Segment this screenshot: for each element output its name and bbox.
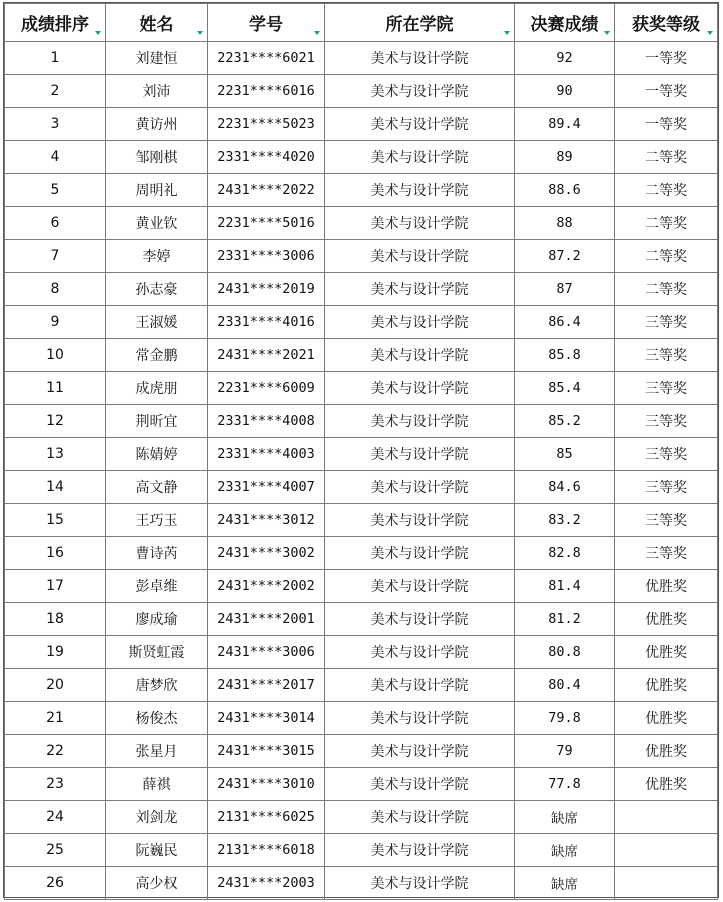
cell-college[interactable]: 美术与设计学院 [325,339,515,372]
cell-college[interactable]: 美术与设计学院 [325,603,515,636]
cell-college[interactable]: 美术与设计学院 [325,669,515,702]
cell-college[interactable]: 美术与设计学院 [325,801,515,834]
cell-rank[interactable]: 16 [5,537,106,570]
cell-final-score[interactable]: 77.8 [515,768,615,801]
cell-name[interactable]: 曹诗芮 [106,537,208,570]
cell-name[interactable]: 张星月 [106,735,208,768]
table-row [5,42,718,75]
cell-student-id[interactable]: 2431****3006 [208,636,325,669]
cell-student-id[interactable]: 2231****6016 [208,75,325,108]
cell-final-score[interactable]: 缺席 [515,801,615,834]
table-row [5,339,718,372]
header-row [5,4,718,42]
cell-rank[interactable]: 24 [5,801,106,834]
table-row [5,207,718,240]
cell-award-level[interactable]: 优胜奖 [615,768,718,801]
table-row [5,306,718,339]
cell-student-id[interactable]: 2331****4008 [208,405,325,438]
cell-award-level[interactable] [615,834,718,867]
cell-award-level[interactable]: 优胜奖 [615,636,718,669]
cell-college[interactable]: 美术与设计学院 [325,108,515,141]
cell-student-id[interactable]: 2331****4007 [208,471,325,504]
filter-dropdown-icon[interactable] [314,31,320,35]
cell-award-level[interactable]: 三等奖 [615,306,718,339]
cell-college[interactable]: 美术与设计学院 [325,207,515,240]
cell-college[interactable]: 美术与设计学院 [325,42,515,75]
cell-rank[interactable]: 6 [5,207,106,240]
table-row [5,702,718,735]
cell-award-level[interactable]: 三等奖 [615,537,718,570]
table-row [5,867,718,900]
cell-student-id[interactable]: 2331****4016 [208,306,325,339]
cell-final-score[interactable]: 85.8 [515,339,615,372]
cell-award-level[interactable]: 一等奖 [615,75,718,108]
cell-final-score[interactable]: 86.4 [515,306,615,339]
cell-award-level[interactable]: 三等奖 [615,471,718,504]
cell-student-id[interactable]: 2231****5023 [208,108,325,141]
cell-rank[interactable]: 23 [5,768,106,801]
filter-dropdown-icon[interactable] [95,31,101,35]
cell-final-score[interactable]: 89.4 [515,108,615,141]
cell-final-score[interactable]: 80.4 [515,669,615,702]
cell-name[interactable]: 荆昕宜 [106,405,208,438]
cell-college[interactable]: 美术与设计学院 [325,75,515,108]
cell-final-score[interactable]: 85 [515,438,615,471]
cell-rank[interactable]: 1 [5,42,106,75]
cell-student-id[interactable]: 2331****3006 [208,240,325,273]
header-college[interactable] [325,4,515,42]
spreadsheet-area [3,2,719,898]
cell-rank[interactable]: 20 [5,669,106,702]
table-row [5,504,718,537]
header-label: 姓名 [139,15,174,35]
cell-name[interactable]: 常金鹏 [106,339,208,372]
cell-final-score[interactable]: 82.8 [515,537,615,570]
cell-student-id[interactable]: 2131****6025 [208,801,325,834]
cell-rank[interactable]: 12 [5,405,106,438]
cell-college[interactable]: 美术与设计学院 [325,702,515,735]
cell-student-id[interactable]: 2231****6009 [208,372,325,405]
cell-student-id[interactable]: 2431****2003 [208,867,325,900]
cell-final-score[interactable]: 90 [515,75,615,108]
filter-dropdown-icon[interactable] [197,31,203,35]
header-label: 所在学院 [385,15,454,35]
cell-award-level[interactable]: 三等奖 [615,372,718,405]
cell-name[interactable]: 陈婧婷 [106,438,208,471]
cell-name[interactable]: 孙志豪 [106,273,208,306]
cell-award-level[interactable]: 三等奖 [615,438,718,471]
cell-final-score[interactable]: 92 [515,42,615,75]
table-row [5,669,718,702]
cell-final-score[interactable]: 79.8 [515,702,615,735]
cell-award-level[interactable] [615,867,718,900]
cell-award-level[interactable]: 二等奖 [615,240,718,273]
cell-rank[interactable]: 2 [5,75,106,108]
cell-name[interactable]: 杨俊杰 [106,702,208,735]
cell-final-score[interactable]: 89 [515,141,615,174]
cell-award-level[interactable]: 二等奖 [615,273,718,306]
cell-final-score[interactable]: 87 [515,273,615,306]
cell-rank[interactable]: 13 [5,438,106,471]
cell-rank[interactable]: 26 [5,867,106,900]
cell-student-id[interactable]: 2131****6018 [208,834,325,867]
table-row [5,174,718,207]
cell-award-level[interactable]: 优胜奖 [615,735,718,768]
cell-student-id[interactable]: 2431****2001 [208,603,325,636]
cell-name[interactable]: 成虎朋 [106,372,208,405]
table-row [5,372,718,405]
table-row [5,735,718,768]
cell-student-id[interactable]: 2231****6021 [208,42,325,75]
cell-award-level[interactable]: 三等奖 [615,339,718,372]
cell-college[interactable]: 美术与设计学院 [325,834,515,867]
cell-college[interactable]: 美术与设计学院 [325,405,515,438]
cell-name[interactable]: 刘剑龙 [106,801,208,834]
cell-final-score[interactable]: 88.6 [515,174,615,207]
cell-college[interactable]: 美术与设计学院 [325,306,515,339]
header-name[interactable] [106,4,208,42]
cell-name[interactable]: 李婷 [106,240,208,273]
cell-final-score[interactable]: 80.8 [515,636,615,669]
cell-college[interactable]: 美术与设计学院 [325,273,515,306]
header-label: 成绩排序 [21,15,89,35]
cell-college[interactable]: 美术与设计学院 [325,570,515,603]
cell-name[interactable]: 薛祺 [106,768,208,801]
filter-dropdown-icon[interactable] [504,31,510,35]
cell-rank[interactable]: 15 [5,504,106,537]
table-body [5,42,718,900]
cell-award-level[interactable]: 优胜奖 [615,603,718,636]
table-row [5,438,718,471]
results-table [4,3,718,900]
cell-award-level[interactable]: 优胜奖 [615,702,718,735]
cell-rank[interactable]: 7 [5,240,106,273]
table-row [5,834,718,867]
header-final-score[interactable] [515,4,615,42]
cell-college[interactable]: 美术与设计学院 [325,471,515,504]
cell-student-id[interactable]: 2431****2019 [208,273,325,306]
cell-rank[interactable]: 25 [5,834,106,867]
cell-name[interactable]: 廖成瑜 [106,603,208,636]
cell-student-id[interactable]: 2431****2022 [208,174,325,207]
cell-award-level[interactable]: 二等奖 [615,207,718,240]
cell-college[interactable]: 美术与设计学院 [325,735,515,768]
table-row [5,768,718,801]
table-row [5,405,718,438]
cell-student-id[interactable]: 2431****2017 [208,669,325,702]
cell-name[interactable]: 阮巍民 [106,834,208,867]
cell-final-score[interactable]: 85.2 [515,405,615,438]
cell-award-level[interactable]: 一等奖 [615,42,718,75]
cell-student-id[interactable]: 2431****3002 [208,537,325,570]
table-row [5,801,718,834]
cell-final-score[interactable]: 79 [515,735,615,768]
table-row [5,240,718,273]
cell-award-level[interactable] [615,801,718,834]
cell-name[interactable]: 刘沛 [106,75,208,108]
table-row [5,570,718,603]
cell-award-level[interactable]: 优胜奖 [615,669,718,702]
cell-award-level[interactable]: 三等奖 [615,504,718,537]
cell-college[interactable]: 美术与设计学院 [325,372,515,405]
cell-name[interactable]: 彭卓维 [106,570,208,603]
cell-name[interactable]: 黄访州 [106,108,208,141]
cell-college[interactable]: 美术与设计学院 [325,438,515,471]
filter-dropdown-icon[interactable] [707,31,713,35]
cell-final-score[interactable]: 87.2 [515,240,615,273]
cell-award-level[interactable]: 一等奖 [615,108,718,141]
cell-name[interactable]: 高少权 [106,867,208,900]
header-rank[interactable] [5,4,106,42]
cell-college[interactable]: 美术与设计学院 [325,504,515,537]
header-award-level[interactable] [615,4,718,42]
cell-rank[interactable]: 3 [5,108,106,141]
table-row [5,273,718,306]
cell-award-level[interactable]: 三等奖 [615,405,718,438]
cell-rank[interactable]: 11 [5,372,106,405]
cell-name[interactable]: 唐梦欣 [106,669,208,702]
filter-dropdown-icon[interactable] [604,31,610,35]
cell-rank[interactable]: 10 [5,339,106,372]
cell-rank[interactable]: 5 [5,174,106,207]
cell-final-score[interactable]: 81.4 [515,570,615,603]
cell-name[interactable]: 王巧玉 [106,504,208,537]
cell-college[interactable]: 美术与设计学院 [325,141,515,174]
cell-name[interactable]: 王淑媛 [106,306,208,339]
cell-college[interactable]: 美术与设计学院 [325,240,515,273]
cell-student-id[interactable]: 2231****5016 [208,207,325,240]
cell-rank[interactable]: 18 [5,603,106,636]
cell-rank[interactable]: 21 [5,702,106,735]
cell-rank[interactable]: 17 [5,570,106,603]
cell-final-score[interactable]: 83.2 [515,504,615,537]
cell-award-level[interactable]: 二等奖 [615,141,718,174]
cell-rank[interactable]: 4 [5,141,106,174]
cell-rank[interactable]: 8 [5,273,106,306]
cell-student-id[interactable]: 2431****3012 [208,504,325,537]
cell-student-id[interactable]: 2331****4003 [208,438,325,471]
table-row [5,603,718,636]
table-row [5,471,718,504]
cell-student-id[interactable]: 2431****2002 [208,570,325,603]
cell-final-score[interactable]: 88 [515,207,615,240]
cell-rank[interactable]: 14 [5,471,106,504]
cell-name[interactable]: 高文静 [106,471,208,504]
table-row [5,108,718,141]
cell-rank[interactable]: 19 [5,636,106,669]
cell-student-id[interactable]: 2331****4020 [208,141,325,174]
cell-award-level[interactable]: 优胜奖 [615,570,718,603]
cell-final-score[interactable]: 缺席 [515,867,615,900]
cell-college[interactable]: 美术与设计学院 [325,768,515,801]
table-row [5,75,718,108]
header-label: 决赛成绩 [530,15,599,35]
header-label: 学号 [249,15,283,35]
cell-student-id[interactable]: 2431****3015 [208,735,325,768]
cell-name[interactable]: 黄业钦 [106,207,208,240]
table-row [5,636,718,669]
cell-rank[interactable]: 22 [5,735,106,768]
cell-name[interactable]: 刘建恒 [106,42,208,75]
cell-college[interactable]: 美术与设计学院 [325,636,515,669]
table-row [5,537,718,570]
cell-final-score[interactable]: 85.4 [515,372,615,405]
cell-college[interactable]: 美术与设计学院 [325,537,515,570]
cell-rank[interactable]: 9 [5,306,106,339]
header-student-id[interactable] [208,4,325,42]
cell-college[interactable]: 美术与设计学院 [325,174,515,207]
cell-student-id[interactable]: 2431****3014 [208,702,325,735]
cell-final-score[interactable]: 84.6 [515,471,615,504]
cell-final-score[interactable]: 81.2 [515,603,615,636]
cell-student-id[interactable]: 2431****3010 [208,768,325,801]
cell-name[interactable]: 邹刚棋 [106,141,208,174]
cell-name[interactable]: 斯贤虹霞 [106,636,208,669]
cell-final-score[interactable]: 缺席 [515,834,615,867]
table-row [5,141,718,174]
cell-college[interactable]: 美术与设计学院 [325,867,515,900]
cell-award-level[interactable]: 二等奖 [615,174,718,207]
cell-student-id[interactable]: 2431****2021 [208,339,325,372]
cell-name[interactable]: 周明礼 [106,174,208,207]
header-label: 获奖等级 [632,15,700,35]
